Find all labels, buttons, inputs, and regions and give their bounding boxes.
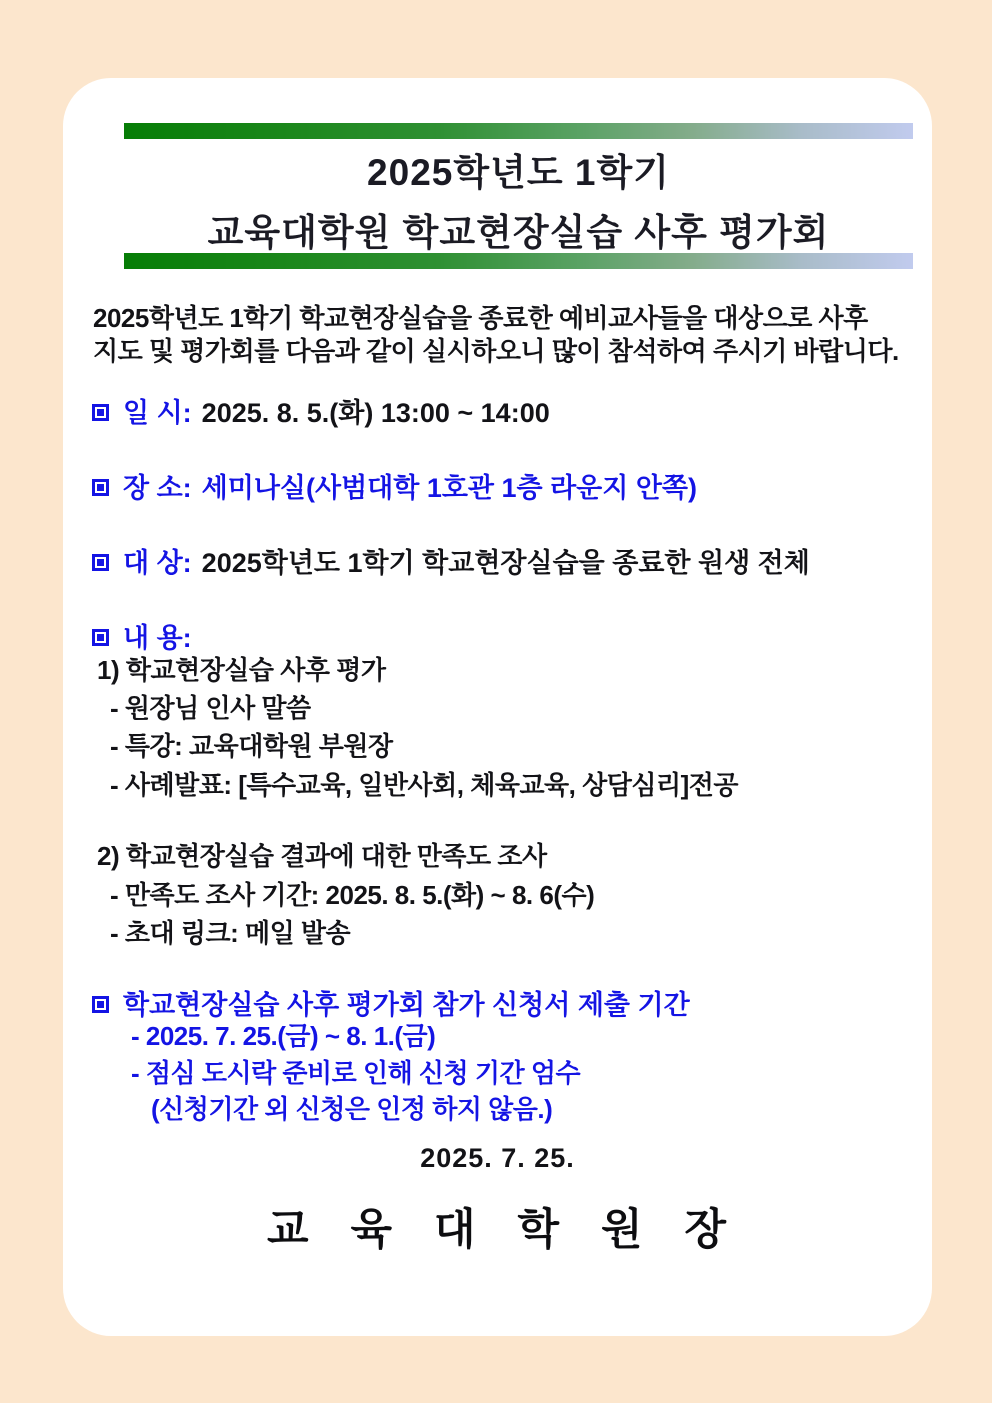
intro-line2: 지도 및 평가회를 다음과 같이 실시하오니 많이 참석하여 주시기 바랍니다.: [93, 336, 899, 366]
square-bullet-icon: [92, 479, 109, 496]
square-bullet-icon: [92, 996, 109, 1013]
contents-label: 내 용:: [123, 623, 192, 653]
section1-item: - 사례발표: [특수교육, 일반사회, 체육교육, 상담심리]전공: [110, 770, 738, 800]
info-row-target: [92, 541, 810, 580]
square-bullet-icon: [92, 404, 109, 421]
document-date: 2025. 7. 25.: [420, 1143, 575, 1173]
place-label: 장 소:: [123, 473, 192, 503]
section1-item: - 특강: 교육대학원 부원장: [110, 731, 393, 761]
square-bullet-icon: [92, 629, 109, 646]
submission-item: (신청기간 외 신청은 인정 하지 않음.): [151, 1094, 553, 1124]
notice-card: [63, 78, 932, 1336]
page-title-line1: 2025학년도 1학기: [367, 152, 670, 193]
title-top-bar: [124, 123, 913, 139]
section1-heading: 1) 학교현장실습 사후 평가: [97, 655, 386, 685]
submission-item: - 점심 도시락 준비로 인해 신청 기간 엄수: [131, 1058, 581, 1088]
info-row-datetime: [92, 391, 550, 430]
section2-item: - 초대 링크: 메일 발송: [110, 918, 351, 948]
square-bullet-icon: [92, 554, 109, 571]
section2-heading: 2) 학교현장실습 결과에 대한 만족도 조사: [97, 841, 547, 871]
intro-paragraph: [93, 302, 899, 368]
title-bottom-bar: [124, 253, 913, 269]
section1-item: - 원장님 인사 말씀: [110, 693, 311, 723]
target-label: 대 상:: [123, 548, 192, 578]
info-row-place: [92, 466, 697, 505]
submission-heading: 학교현장실습 사후 평가회 참가 신청서 제출 기간: [123, 990, 690, 1020]
page-title-line2: 교육대학원 학교현장실습 사후 평가회: [207, 212, 830, 253]
submission-item: - 2025. 7. 25.(금) ~ 8. 1.(금): [131, 1021, 436, 1051]
intro-line1: 2025학년도 1학기 학교현장실습을 종료한 예비교사들을 대상으로 사후: [93, 303, 868, 333]
place-value: 세미나실(사범대학 1호관 1층 라운지 안쪽): [201, 473, 698, 503]
section2-item: - 만족도 조사 기간: 2025. 8. 5.(화) ~ 8. 6(수): [110, 880, 595, 910]
signature-dean: 교 육 대 학 원 장: [267, 1206, 728, 1254]
datetime-value: 2025. 8. 5.(화) 13:00 ~ 14:00: [201, 398, 550, 428]
datetime-label: 일 시:: [123, 398, 192, 428]
target-value: 2025학년도 1학기 학교현장실습을 종료한 원생 전체: [201, 548, 810, 578]
